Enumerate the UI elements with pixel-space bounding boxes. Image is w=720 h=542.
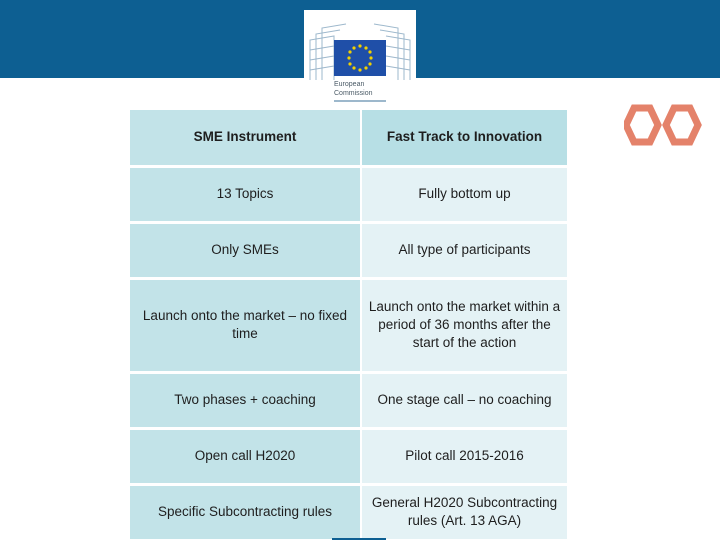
table-row <box>130 166 567 222</box>
table-cell: Two phases + coaching <box>130 372 361 428</box>
table-row <box>130 278 567 372</box>
logo-wordmark <box>334 80 373 98</box>
header-sme-instrument: SME Instrument <box>130 110 361 166</box>
table-cell: Specific Subcontracting rules <box>130 484 361 540</box>
table-cell: Open call H2020 <box>130 428 361 484</box>
table-cell: General H2020 Subcontracting rules (Art. 13 AGA) <box>361 484 567 540</box>
table-cell: Launch onto the market within a period of 36 months after the start of the action <box>361 278 567 372</box>
table-row <box>130 428 567 484</box>
hexagons-decoration <box>624 104 704 146</box>
logo-line-2: Commission <box>334 90 373 97</box>
table-cell: 13 Topics <box>130 166 361 222</box>
hexagon-icon-right <box>666 108 698 142</box>
table-cell: Pilot call 2015-2016 <box>361 428 567 484</box>
table-cell: Launch onto the market – no fixed time <box>130 278 361 372</box>
hexagon-icon-left <box>626 108 658 142</box>
table-cell: Only SMEs <box>130 222 361 278</box>
table-row <box>130 372 567 428</box>
table-cell: All type of participants <box>361 222 567 278</box>
table-cell: Fully bottom up <box>361 166 567 222</box>
logo-line-1: European <box>334 81 365 88</box>
table-row <box>130 484 567 540</box>
table-row <box>130 222 567 278</box>
comparison-table <box>130 110 567 542</box>
table-cell: One stage call – no coaching <box>361 372 567 428</box>
header-fast-track: Fast Track to Innovation <box>361 110 567 166</box>
table-header-row <box>130 110 567 166</box>
